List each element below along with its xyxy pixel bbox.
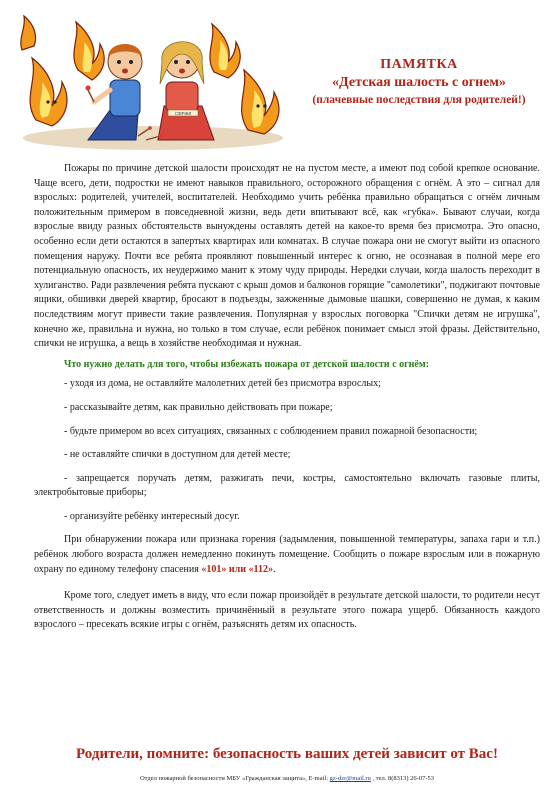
fire-instruction-end: . — [272, 563, 276, 575]
flame-icon — [21, 16, 279, 134]
measure-item: - уходя из дома, не оставляйте малолетних детей без присмотра взрослых; — [64, 378, 381, 390]
girl-figure — [158, 42, 214, 140]
fire-instruction-text: При обнаружении пожара или признака горения (задымления, повышенной температуры, запаха гари и т.п.) ребёнок любого возраста должен немедленно покинуть помещение. Сообщить о пожаре взрослым или в пожарную охрану по единому телефону спасения — [34, 534, 540, 575]
contact-email-link[interactable]: gz-dzr@mail.ru — [329, 775, 371, 782]
children-fire-illustration — [18, 10, 288, 150]
contact-line — [34, 774, 540, 783]
emergency-phones: «101» или «112» — [201, 563, 273, 575]
fire-instruction-paragraph — [34, 533, 540, 577]
intro-paragraph: Пожары по причине детской шалости происходят не на пустом месте, а имеют под собой крепкое основание. Чаще всего, дети, подростки не имеют навыков правильного, осторожного обращения с огнём. А это – сигнал для взрослых: родителей, учителей, воспитателей. Необходимо учить ребёнка правильно обращаться с огнём личным положительным примером в повседневной жизни, ведь дети впитывают всё, как «губка». Бывают случаи, когда взрослые ввиду разных обстоятельств вынуждены оставлять детей на какое-то время без присмотра. Это опасно, особенно если дети остаются в запертых квартирах или комнатах. В случае пожара они не смогут выйти из опасного помещения наружу. Почти все ребята проявляют повышенный интерес к огню, не осознавая в полной мере его потенциальную опасность, их неудержимо манит к этому чуду природы. Нередки случаи, когда шалость переходит в хулиганство. Ради развлечения ребята пускают с крыш домов и балконов горящие "самолетики", поджигают почтовые ящики, обшивки дверей квартир, бросают в подъезды, зажженные дымовые шашки, совершенно не думая, к каким последствиям могут привести такие развлечения. Популярная у взрослых поговорка "Спички детям не игрушка", конечно же, правильна и нужна, но только в том случае, если ребёнок понимает смысл этой фразы. Действительно, спички не игрушка, а вещь в хозяйстве необходимая и нужная. — [34, 163, 540, 350]
title-note: (плачевные последствия для родителей!) — [312, 94, 526, 106]
measure-item: - организуйте ребёнку интересный досуг. — [64, 510, 240, 522]
responsibility-paragraph: Кроме того, следует иметь в виду, что если пожар произойдёт в результате детской шалости, то родители несут ответственность и должны возместить причинённый в результате этого пожара ущерб. Обязанность каждого взрослого – пресекать всякие игры с огнём, разъяснять детям их опасность. — [34, 590, 540, 631]
measures-heading: Что нужно делать для того, чтобы избежать пожара от детской шалости с огнём: — [64, 358, 430, 370]
measure-item: - запрещается поручать детям, разжигать печи, костры, самостоятельно включать газовые плиты, электробытовые приборы; — [34, 472, 540, 499]
parents-appeal: Родители, помните: безопасность ваших детей зависит от Вас! — [76, 746, 498, 762]
contact-phone: , тел. 8(8313) 26-07-53 — [370, 775, 434, 782]
memo-content — [34, 162, 540, 633]
svg-text:СПИЧКИ: СПИЧКИ — [174, 111, 192, 116]
measure-item: - не оставляйте спички в доступном для детей месте; — [64, 449, 291, 461]
contact-text: Отдел пожарной безопасности МБУ «Гражданская защита», E-mail: — [139, 775, 330, 782]
measure-item: - будьте примером во всех ситуациях, связанных с соблюдением правил пожарной безопасности; — [64, 425, 478, 437]
measure-item: - рассказывайте детям, как правильно действовать при пожаре; — [64, 401, 333, 413]
page-subtitle: «Детская шалость с огнем» — [332, 75, 506, 90]
page-title: ПАМЯТКА — [380, 57, 458, 72]
title-block — [288, 56, 550, 108]
